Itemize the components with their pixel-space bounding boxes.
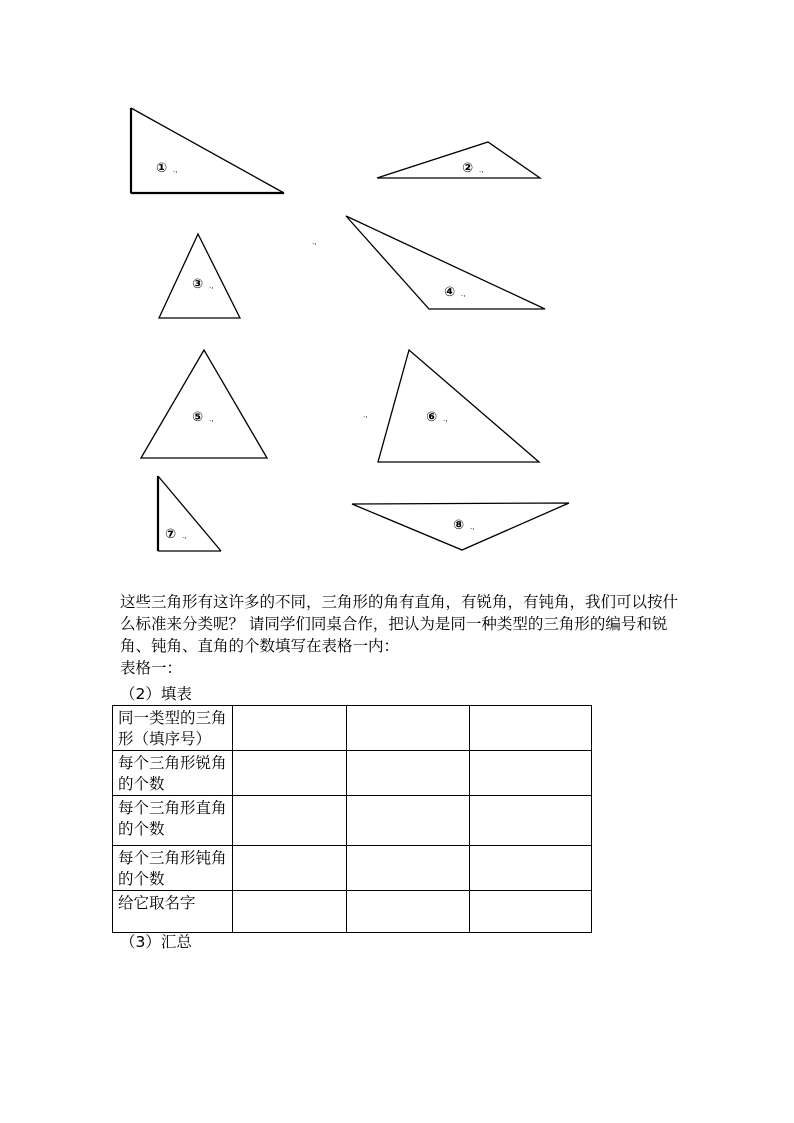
- fill-table-label: （2）填表: [120, 685, 192, 703]
- table-row: [113, 706, 592, 751]
- row-header: 给它取名字: [113, 891, 233, 933]
- answer-cell[interactable]: [347, 751, 470, 796]
- answer-cell[interactable]: [347, 706, 470, 751]
- triangle-label-2: ②: [462, 161, 474, 176]
- triangle-7: [158, 476, 221, 551]
- triangle-mark-7: .,: [182, 532, 187, 540]
- triangle-5: [141, 350, 267, 458]
- triangle-1: [131, 108, 284, 193]
- answer-cell[interactable]: [233, 846, 347, 891]
- answer-cell[interactable]: [470, 891, 592, 933]
- triangle-mark-5: .,: [209, 415, 214, 423]
- stray-mark-2: .,: [363, 411, 368, 419]
- triangle-6: [378, 350, 539, 462]
- row-header: 每个三角形直角的个数: [113, 796, 233, 846]
- triangle-mark-1: .,: [173, 166, 178, 174]
- answer-cell[interactable]: [470, 846, 592, 891]
- triangle-label-6: ⑥: [426, 410, 438, 425]
- row-header: 同一类型的三角形（填序号）: [113, 706, 233, 751]
- triangle-8: [352, 503, 569, 550]
- answer-cell[interactable]: [233, 891, 347, 933]
- answer-cell[interactable]: [347, 891, 470, 933]
- triangle-mark-6: .,: [443, 415, 448, 423]
- triangle-mark-8: .,: [470, 523, 475, 531]
- summary-label: （3）汇总: [120, 933, 192, 951]
- table-row: [113, 796, 592, 846]
- triangle-label-7: ⑦: [165, 527, 177, 542]
- triangle-mark-2: .,: [479, 166, 484, 174]
- answer-cell[interactable]: [470, 751, 592, 796]
- classification-table: [112, 705, 592, 933]
- answer-cell[interactable]: [233, 796, 347, 846]
- triangle-label-5: ⑤: [192, 410, 204, 425]
- triangle-mark-3: .,: [209, 282, 214, 290]
- answer-cell[interactable]: [233, 706, 347, 751]
- instruction-paragraph: 这些三角形有这许多的不同，三角形的角有直角，有锐角，有钝角，我们可以按什么标准来分类呢？ 请同学们同桌合作，把认为是同一种类型的三角形的编号和锐角、钝角、直角的个数填写在表格一内：: [120, 593, 679, 655]
- table-row: [113, 751, 592, 796]
- triangle-label-1: ①: [156, 161, 168, 176]
- table-row: [113, 846, 592, 891]
- answer-cell[interactable]: [233, 751, 347, 796]
- triangle-label-8: ⑧: [453, 518, 465, 533]
- triangle-label-3: ③: [192, 277, 204, 292]
- triangle-3: [159, 234, 240, 318]
- triangle-label-4: ④: [444, 285, 456, 300]
- answer-cell[interactable]: [347, 846, 470, 891]
- table-row: [113, 891, 592, 933]
- answer-cell[interactable]: [347, 796, 470, 846]
- stray-mark-1: .,: [312, 238, 317, 246]
- row-header: 每个三角形钝角的个数: [113, 846, 233, 891]
- table-label: 表格一：: [120, 659, 183, 677]
- triangle-2: [377, 142, 540, 178]
- answer-cell[interactable]: [470, 706, 592, 751]
- row-header: 每个三角形锐角的个数: [113, 751, 233, 796]
- answer-cell[interactable]: [470, 796, 592, 846]
- triangle-4: [346, 216, 545, 309]
- triangle-mark-4: .,: [461, 290, 466, 298]
